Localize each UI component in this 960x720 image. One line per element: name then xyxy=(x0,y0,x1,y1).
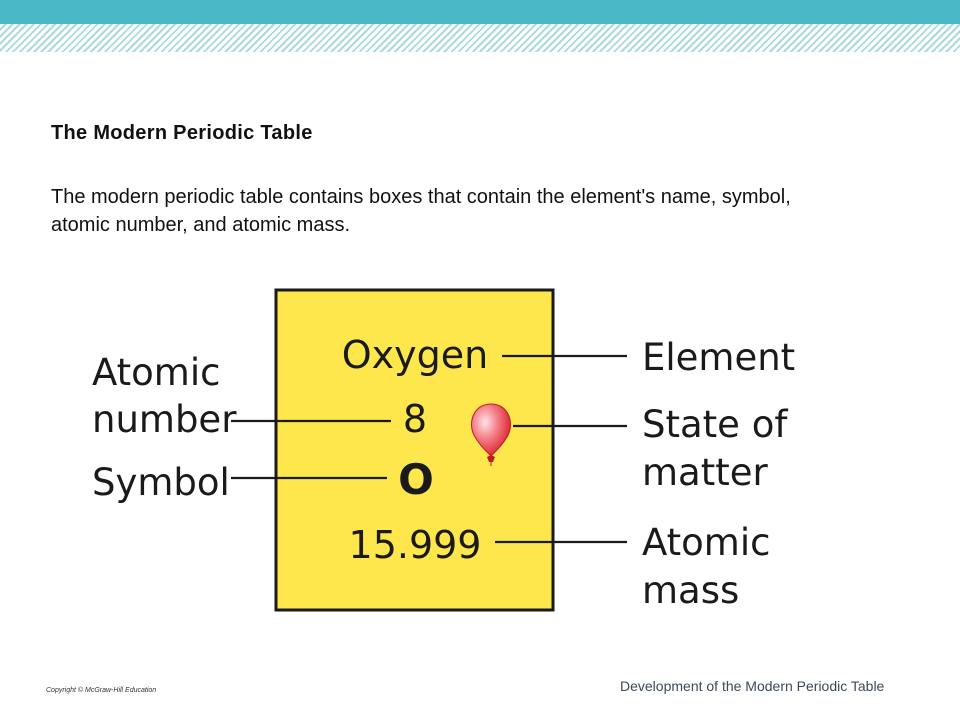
atomic-number-label-line1: Atomic xyxy=(92,351,221,394)
mass-label-line2: mass xyxy=(642,569,740,612)
symbol-label: Symbol xyxy=(92,461,230,504)
state-label-line1: State of xyxy=(642,403,788,446)
element-symbol: O xyxy=(398,455,434,504)
footer-title: Development of the Modern Periodic Table xyxy=(620,678,885,694)
element-label: Element xyxy=(642,336,796,379)
slide-body-text: The modern periodic table contains boxes that contain the element's name, symbol, atomic number, and atomic mass. xyxy=(51,186,791,236)
copyright-notice: Copyright © McGraw-Hill Education xyxy=(46,687,157,694)
atomic-number-value: 8 xyxy=(402,397,428,441)
atomic-mass-value: 15.999 xyxy=(348,523,482,567)
atomic-number-label-line2: number xyxy=(92,398,237,441)
element-name: Oxygen xyxy=(341,333,489,377)
slide-title: The Modern Periodic Table xyxy=(51,122,313,144)
mass-label-line1: Atomic xyxy=(642,521,771,564)
state-label-line2: matter xyxy=(642,451,768,494)
